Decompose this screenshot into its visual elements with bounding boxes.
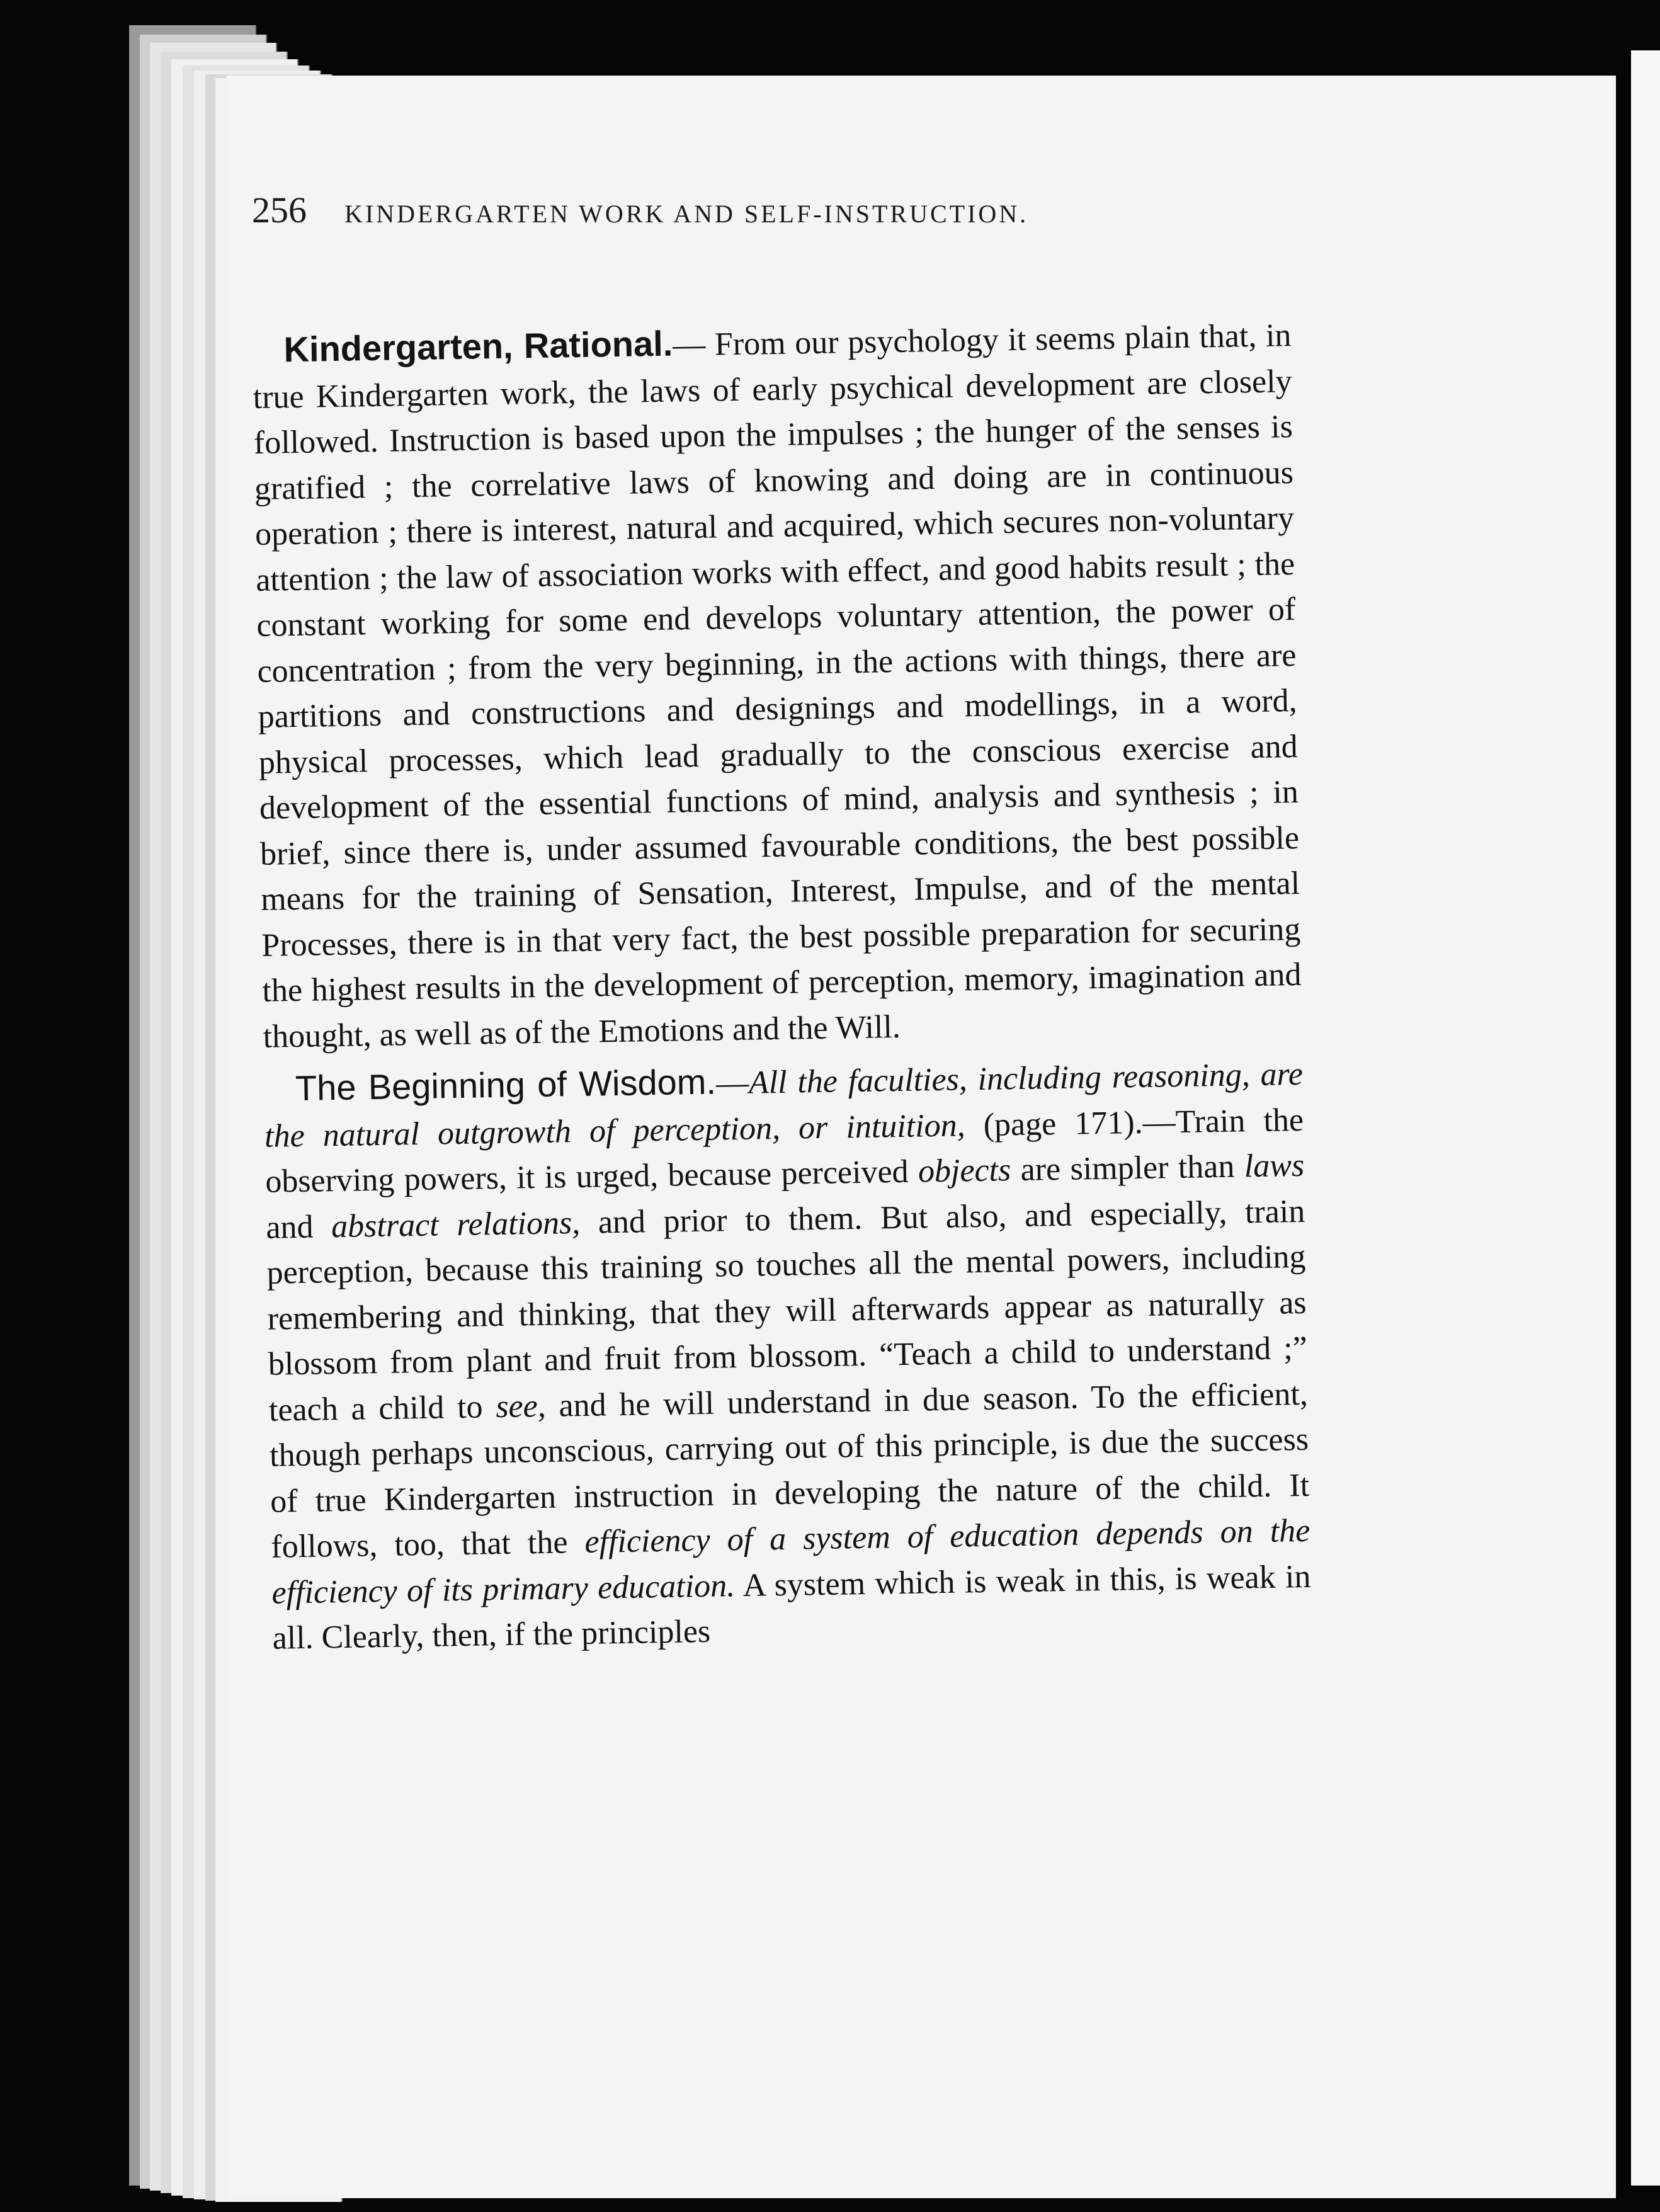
paragraph-body: — From our psychology it seems plain that, in true Kindergarten work, the laws of early psychical development are closely followed. Instruction is based upon the impulses ; the hunger of the senses is gratified ; the correlative laws of knowing and doing are in continuous operation ; there is interest, natural and acquired, which secures non-voluntary attention ; the law of association works with effect, and good habits result ; the constant working for some end develops voluntary attention, the power of concentration ; from the very beginning, in the actions with things, there are partitions and constructions and designings and modellings, in a word, physical processes, which lead gradually to the conscious exercise and development of the essential functions of mind, analysis and synthesis ; in brief, since there is, under assumed favourable conditions, the best possible means for the training of Sensation, Interest, Impulse, and of the mental Processes, there is in that very fact, the best possible preparation for securing the highest results in the development of perception, memory, imagination and thought, as well as of the Emotions and the Will.: [253, 317, 1302, 1055]
facing-page-edge: [1631, 50, 1660, 2186]
italic-quote: All the faculties, including reasoning, are the natural outgrowth of perception, or intuition,: [264, 1056, 1304, 1154]
italic-term: laws: [1244, 1147, 1305, 1185]
dash: —: [715, 1064, 749, 1102]
body-text: [252, 311, 1312, 1668]
paragraph-text: and: [265, 1208, 332, 1246]
paragraph-text: (page 171).—Train the observing powers, it is urged, because perceived: [264, 1102, 1304, 1200]
paragraph-text: are simpler than: [1010, 1148, 1245, 1189]
paragraph-kindergarten-rational: [252, 311, 1302, 1060]
page-header: [252, 189, 1385, 231]
paragraph-text: and he will understand in due season. To the efficient, though perhaps unconscious, carrying out of this principle, is due the success of true Kindergarten instruction in developing the nature of the child. It follows, too, that the: [269, 1376, 1310, 1565]
gutter-shadow: [1616, 76, 1632, 2198]
paragraph-text: A system which is weak in this, is weak in all. Clearly, then, if the principles: [272, 1558, 1311, 1656]
paragraph-heading: Kindergarten, Rational.: [283, 323, 673, 370]
running-title: KINDERGARTEN WORK AND SELF-INSTRUCTION.: [344, 200, 1029, 228]
italic-term: see,: [495, 1388, 547, 1425]
paragraph-text: and prior to them. But also, and especially, train perception, because this training so touches all the mental powers, including remembering and thinking, that they will afterwards appear as naturally as blossom from plant and fruit from blossom. “Teach a child to understand ;” teach a child to: [266, 1193, 1308, 1428]
paragraph-beginning-of-wisdom: [263, 1050, 1312, 1662]
paragraph-heading: The Beginning of Wisdom.: [295, 1061, 717, 1109]
italic-term: abstract relations,: [331, 1204, 581, 1245]
italic-term: objects: [918, 1152, 1011, 1190]
italic-statement: efficiency of a system of education depends on the efficiency of its primary education.: [271, 1512, 1310, 1611]
page-number: 256: [252, 190, 307, 231]
